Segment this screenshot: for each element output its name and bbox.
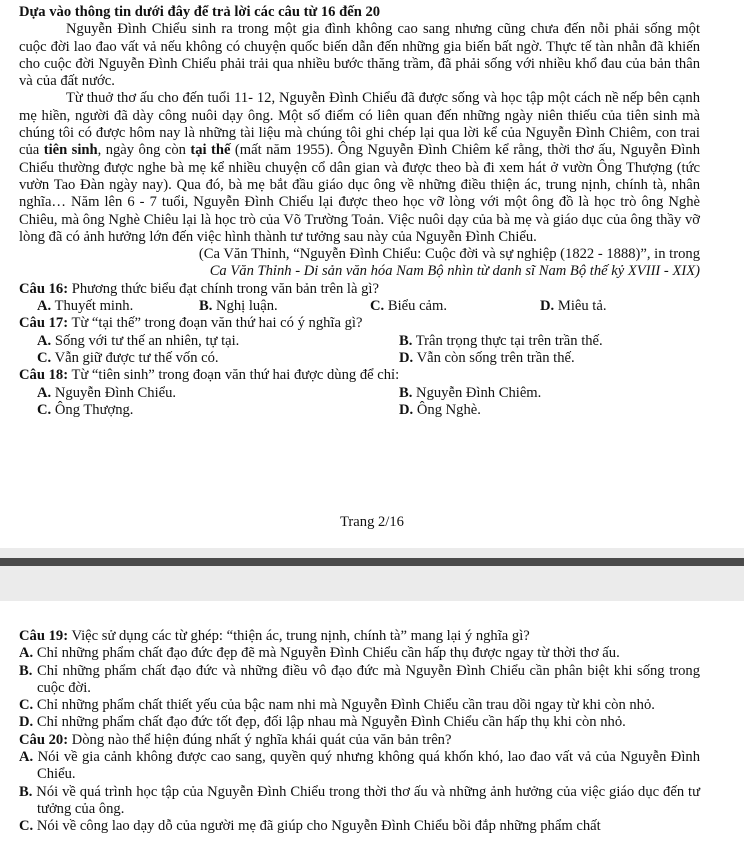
question-17-options-row-1 xyxy=(19,333,700,350)
question-number: Câu 19: xyxy=(19,628,69,644)
section-heading: Dựa vào thông tin dưới đây để trả lời các câu từ 16 đến 20 xyxy=(19,4,381,20)
page-number-footer: Trang 2/16 xyxy=(340,514,404,530)
question-17 xyxy=(19,315,700,332)
question-19-option-d: D. Chỉ những phẩm chất đạo đức tốt đẹp, đối lập nhau mà Nguyễn Đình Chiểu cần hấp thụ khi còn nhỏ. xyxy=(19,714,626,731)
para2-text-a: Từ thuở thơ ấu cho đến tuổi 11- 12, Nguyễn Đình Chiểu đã được sống và học tập một cách nề nếp bên cạnh mẹ hiền, người đã dày công nuôi dạy ông. Một số điểm có liên quan đến những ngày niên thiếu của tiên sinh mà chúng tôi có được hôm nay là những tài liệu mà chúng tôi ghi chép lại qua lời kể của Nguyễn Đình Chiêm, con trai của xyxy=(19,90,700,159)
question-19-option-b: B. Chỉ những phẩm chất đạo đức và những điều vô đạo đức mà Nguyễn Đình Chiểu cần phân biệt khi sống trong cuộc đời. xyxy=(19,662,700,696)
question-number: Câu 17: xyxy=(19,315,69,332)
para2-term-tai-the: tại thế xyxy=(190,142,231,159)
question-text: Từ “tiên sinh” trong đoạn văn thứ hai được dùng để chỉ: xyxy=(68,367,400,384)
page-3 xyxy=(0,601,744,861)
question-17-options-row-2 xyxy=(19,350,700,367)
question-text: Phương thức biểu đạt chính trong văn bản trên là gì? xyxy=(68,280,379,297)
question-number: Câu 16: xyxy=(19,280,69,297)
question-19-option-a: A. Chỉ những phẩm chất đạo đức đẹp đẽ mà Nguyễn Đình Chiểu cần hấp thụ được ngay từ thời thơ ấu. xyxy=(19,645,620,662)
page-separator-bar xyxy=(0,558,744,566)
question-16-options xyxy=(19,298,700,315)
question-19-option-c: C. Chỉ những phẩm chất thiết yếu của bậc nam nhi mà Nguyễn Đình Chiểu cần trau dồi ngay từ khi còn nhỏ. xyxy=(19,697,655,714)
para2-term-tien-sinh: tiên sinh xyxy=(43,142,98,159)
question-18-options-row-1 xyxy=(19,385,700,402)
para2-text-e: (mất năm 1955). Ông Nguyễn Đình Chiêm kể rằng, thời thơ ấu, Nguyễn Đình Chiểu thường được nghe bà mẹ kể nhiều chuyện cổ dân gian và được theo bà đi xem hát ở vườn Ông Thượng (tức vườn Tao Đàn ngày nay). Qua đó, bà mẹ bắt đầu giáo dục ông về những điều thiện ác, trung nịnh, chính tà, nhân nghĩa… Năm lên 6 - 7 tuổi, Nguyễn Đình Chiểu lại được theo học vỡ lòng với một ông đồ là học trò ông Nghè Chiêu, mà ông Nghè Chiêu lại là học trò của Võ Trường Toản. Việc nuôi dạy của bà mẹ và giáo dục của ông thầy vỡ lòng đã có ảnh hưởng lớn đến việc hình thành tư tưởng sau này của Nguyễn Đình Chiểu. xyxy=(19,142,700,245)
para2-text-c: , ngày ông còn xyxy=(97,142,191,159)
question-20-option-b: B. Nói về quá trình học tập của Nguyễn Đình Chiểu trong thời thơ ấu và những ảnh hưởng của việc giáo dục đến tư tưởng của ông. xyxy=(19,783,700,817)
option-b: B. Nguyễn Đình Chiêm. xyxy=(399,384,542,401)
option-a: A. Nguyễn Đình Chiểu. xyxy=(37,384,177,401)
page-2-content xyxy=(19,4,700,419)
option-b: B. Nghị luận. xyxy=(199,298,278,315)
option-a: A. Thuyết minh. xyxy=(37,298,134,315)
option-d: D. Miêu tả. xyxy=(540,298,607,315)
option-d: D. Vẫn còn sống trên trần thế. xyxy=(399,349,575,366)
question-text: Việc sử dụng các từ ghép: “thiện ác, trung nịnh, chính tà” mang lại ý nghĩa gì? xyxy=(68,628,530,644)
passage-paragraph-2 xyxy=(19,90,700,246)
passage-paragraph-1: Nguyễn Đình Chiểu sinh ra trong một gia đình không cao sang nhưng cũng chưa đến nỗi phải sống một cuộc đời lao đao vất vả nếu không có chuyện quốc biến dẫn đến những gia biến bất ngờ. Thực tế tàn nhẫn đã khiến cho cuộc đời Nguyễn Đình Chiểu phải trải qua nhiều bước thăng trầm, đã phải sống với nhiều khổ đau của bản thân và của đất nước. xyxy=(19,21,700,90)
question-20-option-a: A. Nói về gia cảnh không được cao sang, quyền quý nhưng không quá khốn khó, lao đao vất vả của Nguyễn Đình Chiểu. xyxy=(19,749,700,783)
option-c: C. Ông Thượng. xyxy=(37,401,134,418)
question-text: Từ “tại thế” trong đoạn văn thứ hai có ý nghĩa gì? xyxy=(68,315,363,332)
question-18 xyxy=(19,367,700,384)
page-separator xyxy=(0,548,744,601)
question-number: Câu 20: xyxy=(19,731,69,748)
source-citation-line-1: (Ca Văn Thỉnh, “Nguyễn Đình Chiểu: Cuộc đời và sự nghiệp (1822 - 1888)”, in trong xyxy=(198,246,700,263)
question-16 xyxy=(19,281,700,298)
question-19 xyxy=(19,628,700,645)
option-b: B. Trân trọng thực tại trên trần thế. xyxy=(399,332,603,349)
question-text: Dòng nào thể hiện đúng nhất ý nghĩa khái quát của văn bản trên? xyxy=(68,731,452,748)
option-a: A. Sống với tư thế an nhiên, tự tại. xyxy=(37,332,240,349)
page-3-content xyxy=(19,628,700,836)
question-number: Câu 18: xyxy=(19,367,69,384)
option-c: C. Biểu cảm. xyxy=(370,298,448,315)
source-citation-line-2: Ca Văn Thỉnh - Di sản văn hóa Nam Bộ nhìn từ danh sĩ Nam Bộ thế kỷ XVIII - XIX) xyxy=(209,263,700,280)
question-18-options-row-2 xyxy=(19,402,700,419)
question-20-option-c: C. Nói về công lao dạy dỗ của người mẹ đã giúp cho Nguyễn Đình Chiểu bồi đắp những phẩm chất xyxy=(19,818,601,835)
option-d: D. Ông Nghè. xyxy=(399,401,481,418)
option-c: C. Vẫn giữ được tư thế vốn có. xyxy=(37,349,219,366)
question-20 xyxy=(19,732,700,749)
